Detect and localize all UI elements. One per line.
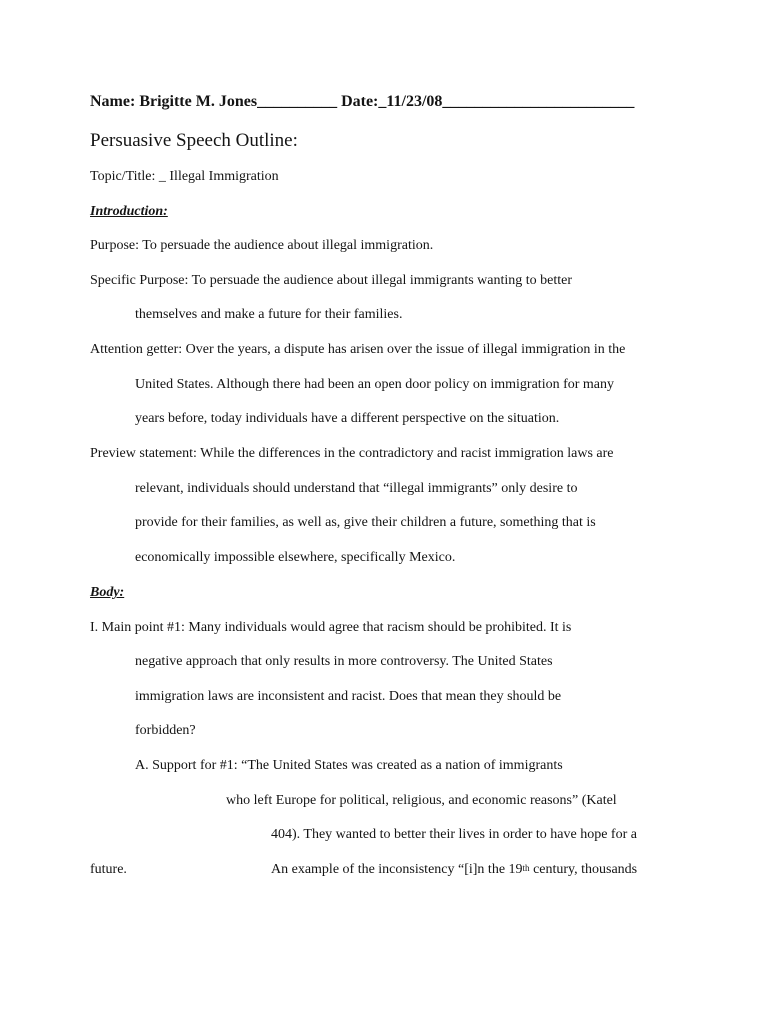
line-text-post: century, thousands [529, 862, 638, 877]
ordinal-superscript: th [522, 863, 530, 873]
support-1-line-1: A. Support for #1: “The United States was created as a nation of immigrants [135, 758, 563, 773]
specific-purpose-line-2: themselves and make a future for their families. [135, 307, 403, 322]
support-1-line-4-right [271, 861, 637, 879]
introduction-heading: Introduction: [90, 204, 168, 219]
line-text-pre: An example of the inconsistency “[i]n the 19 [271, 862, 523, 877]
attention-getter-line-3: years before, today individuals have a different perspective on the situation. [135, 411, 560, 426]
main-point-1-line-1: I. Main point #1: Many individuals would agree that racism should be prohibited. It is [90, 620, 572, 635]
support-1-line-2: who left Europe for political, religious, and economic reasons” (Katel [226, 793, 617, 808]
name-date-line: Name: Brigitte M. Jones__________ Date:_11/23/08________________________ [90, 93, 635, 110]
main-point-1-line-2: negative approach that only results in more controversy. The United States [135, 654, 553, 669]
support-1-line-3: 404). They wanted to better their lives in order to have hope for a [271, 827, 637, 842]
main-point-1-line-4: forbidden? [135, 723, 196, 738]
purpose-line: Purpose: To persuade the audience about illegal immigration. [90, 238, 434, 253]
support-1-line-4-left: future. [90, 862, 127, 877]
preview-statement-line-4: economically impossible elsewhere, specifically Mexico. [135, 550, 456, 565]
preview-statement-line-2: relevant, individuals should understand that “illegal immigrants” only desire to [135, 481, 578, 496]
main-point-1-line-3: immigration laws are inconsistent and racist. Does that mean they should be [135, 689, 562, 704]
page-title: Persuasive Speech Outline: [90, 130, 298, 151]
preview-statement-line-1: Preview statement: While the differences in the contradictory and racist immigration laws are [90, 446, 614, 461]
attention-getter-line-1: Attention getter: Over the years, a dispute has arisen over the issue of illegal immigration in the [90, 342, 626, 357]
preview-statement-line-3: provide for their families, as well as, give their children a future, something that is [135, 515, 596, 530]
topic-line: Topic/Title: _ Illegal Immigration [90, 169, 279, 184]
specific-purpose-line-1: Specific Purpose: To persuade the audience about illegal immigrants wanting to better [90, 273, 573, 288]
attention-getter-line-2: United States. Although there had been an open door policy on immigration for many [135, 377, 615, 392]
body-heading: Body: [90, 585, 125, 600]
